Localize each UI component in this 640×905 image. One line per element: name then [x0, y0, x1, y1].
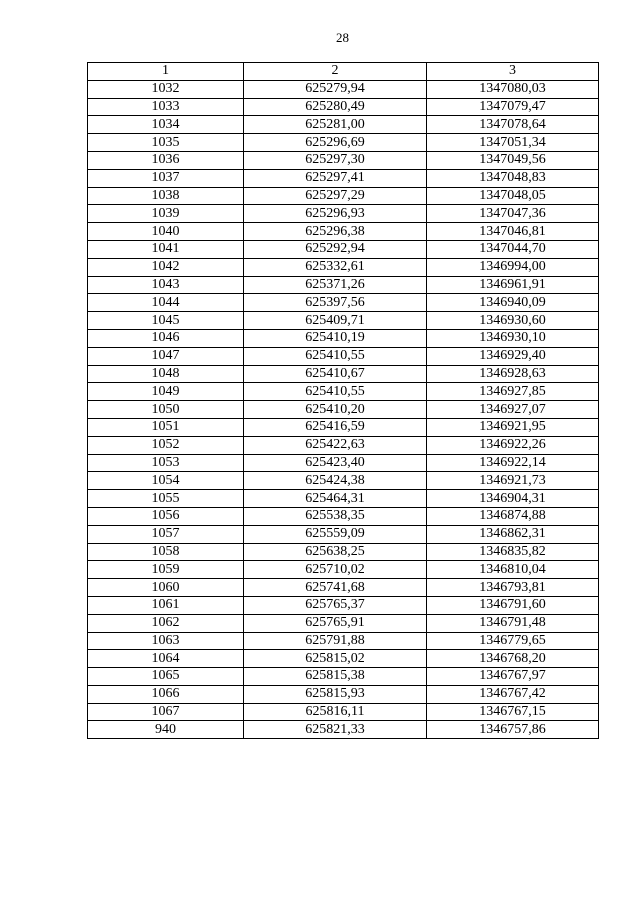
- point-number-cell: 1033: [88, 98, 244, 116]
- table-row: [88, 329, 599, 347]
- x-coordinate-cell: 625422,63: [244, 436, 427, 454]
- coordinates-table: [87, 62, 599, 739]
- y-coordinate-cell: 1346810,04: [427, 561, 599, 579]
- table-row: [88, 116, 599, 134]
- y-coordinate-cell: 1346904,31: [427, 490, 599, 508]
- table-row: [88, 418, 599, 436]
- y-coordinate-cell: 1347049,56: [427, 151, 599, 169]
- point-number-cell: 1054: [88, 472, 244, 490]
- y-coordinate-cell: 1346767,97: [427, 668, 599, 686]
- x-coordinate-cell: 625296,69: [244, 134, 427, 152]
- y-coordinate-cell: 1346757,86: [427, 721, 599, 739]
- point-number-cell: 1065: [88, 668, 244, 686]
- point-number-cell: 1044: [88, 294, 244, 312]
- point-number-cell: 1042: [88, 258, 244, 276]
- table-row: [88, 276, 599, 294]
- x-coordinate-cell: 625296,38: [244, 223, 427, 241]
- header-cell-col3: 3: [427, 63, 599, 81]
- table-row: [88, 703, 599, 721]
- x-coordinate-cell: 625410,55: [244, 383, 427, 401]
- y-coordinate-cell: 1347046,81: [427, 223, 599, 241]
- table-row: [88, 525, 599, 543]
- header-cell-col1: 1: [88, 63, 244, 81]
- x-coordinate-cell: 625280,49: [244, 98, 427, 116]
- y-coordinate-cell: 1346929,40: [427, 347, 599, 365]
- y-coordinate-cell: 1346927,85: [427, 383, 599, 401]
- x-coordinate-cell: 625538,35: [244, 507, 427, 525]
- x-coordinate-cell: 625410,20: [244, 401, 427, 419]
- table-row: [88, 650, 599, 668]
- point-number-cell: 1043: [88, 276, 244, 294]
- y-coordinate-cell: 1346930,60: [427, 312, 599, 330]
- y-coordinate-cell: 1347044,70: [427, 240, 599, 258]
- table-row: [88, 98, 599, 116]
- y-coordinate-cell: 1347051,34: [427, 134, 599, 152]
- table-row: [88, 579, 599, 597]
- table-body: [88, 63, 599, 739]
- x-coordinate-cell: 625815,38: [244, 668, 427, 686]
- y-coordinate-cell: 1346779,65: [427, 632, 599, 650]
- y-coordinate-cell: 1346922,14: [427, 454, 599, 472]
- x-coordinate-cell: 625710,02: [244, 561, 427, 579]
- point-number-cell: 1032: [88, 80, 244, 98]
- x-coordinate-cell: 625765,91: [244, 614, 427, 632]
- table-row: [88, 383, 599, 401]
- table-row: [88, 80, 599, 98]
- x-coordinate-cell: 625424,38: [244, 472, 427, 490]
- table-row: [88, 294, 599, 312]
- x-coordinate-cell: 625464,31: [244, 490, 427, 508]
- table-row: [88, 436, 599, 454]
- x-coordinate-cell: 625410,19: [244, 329, 427, 347]
- x-coordinate-cell: 625297,30: [244, 151, 427, 169]
- y-coordinate-cell: 1347078,64: [427, 116, 599, 134]
- point-number-cell: 1059: [88, 561, 244, 579]
- x-coordinate-cell: 625332,61: [244, 258, 427, 276]
- table-row: [88, 240, 599, 258]
- x-coordinate-cell: 625410,67: [244, 365, 427, 383]
- x-coordinate-cell: 625638,25: [244, 543, 427, 561]
- table-row: [88, 685, 599, 703]
- point-number-cell: 1047: [88, 347, 244, 365]
- point-number-cell: 1037: [88, 169, 244, 187]
- point-number-cell: 1049: [88, 383, 244, 401]
- point-number-cell: 1052: [88, 436, 244, 454]
- point-number-cell: 1066: [88, 685, 244, 703]
- header-cell-col2: 2: [244, 63, 427, 81]
- x-coordinate-cell: 625409,71: [244, 312, 427, 330]
- y-coordinate-cell: 1346994,00: [427, 258, 599, 276]
- table-row: [88, 134, 599, 152]
- table-row: [88, 258, 599, 276]
- x-coordinate-cell: 625765,37: [244, 596, 427, 614]
- y-coordinate-cell: 1346862,31: [427, 525, 599, 543]
- point-number-cell: 940: [88, 721, 244, 739]
- x-coordinate-cell: 625297,41: [244, 169, 427, 187]
- x-coordinate-cell: 625371,26: [244, 276, 427, 294]
- point-number-cell: 1041: [88, 240, 244, 258]
- page-number: 28: [336, 30, 349, 45]
- y-coordinate-cell: 1346793,81: [427, 579, 599, 597]
- y-coordinate-cell: 1346921,73: [427, 472, 599, 490]
- table-row: [88, 632, 599, 650]
- point-number-cell: 1045: [88, 312, 244, 330]
- y-coordinate-cell: 1347079,47: [427, 98, 599, 116]
- y-coordinate-cell: 1346768,20: [427, 650, 599, 668]
- table-row: [88, 312, 599, 330]
- point-number-cell: 1062: [88, 614, 244, 632]
- x-coordinate-cell: 625410,55: [244, 347, 427, 365]
- x-coordinate-cell: 625296,93: [244, 205, 427, 223]
- x-coordinate-cell: 625423,40: [244, 454, 427, 472]
- y-coordinate-cell: 1347048,83: [427, 169, 599, 187]
- y-coordinate-cell: 1346940,09: [427, 294, 599, 312]
- x-coordinate-cell: 625815,93: [244, 685, 427, 703]
- y-coordinate-cell: 1347048,05: [427, 187, 599, 205]
- table-row: [88, 454, 599, 472]
- point-number-cell: 1040: [88, 223, 244, 241]
- point-number-cell: 1064: [88, 650, 244, 668]
- table-row: [88, 347, 599, 365]
- table-row: [88, 543, 599, 561]
- x-coordinate-cell: 625297,29: [244, 187, 427, 205]
- point-number-cell: 1060: [88, 579, 244, 597]
- point-number-cell: 1063: [88, 632, 244, 650]
- point-number-cell: 1058: [88, 543, 244, 561]
- table-row: [88, 668, 599, 686]
- point-number-cell: 1039: [88, 205, 244, 223]
- table-row: [88, 223, 599, 241]
- table-row: [88, 596, 599, 614]
- x-coordinate-cell: 625821,33: [244, 721, 427, 739]
- point-number-cell: 1036: [88, 151, 244, 169]
- x-coordinate-cell: 625279,94: [244, 80, 427, 98]
- y-coordinate-cell: 1346930,10: [427, 329, 599, 347]
- x-coordinate-cell: 625741,68: [244, 579, 427, 597]
- table-row: [88, 490, 599, 508]
- table-row: [88, 169, 599, 187]
- point-number-cell: 1053: [88, 454, 244, 472]
- table-row: [88, 507, 599, 525]
- point-number-cell: 1067: [88, 703, 244, 721]
- x-coordinate-cell: 625559,09: [244, 525, 427, 543]
- y-coordinate-cell: 1347047,36: [427, 205, 599, 223]
- y-coordinate-cell: 1346928,63: [427, 365, 599, 383]
- point-number-cell: 1056: [88, 507, 244, 525]
- x-coordinate-cell: 625292,94: [244, 240, 427, 258]
- table-row: [88, 401, 599, 419]
- point-number-cell: 1050: [88, 401, 244, 419]
- table-row: [88, 561, 599, 579]
- y-coordinate-cell: 1346835,82: [427, 543, 599, 561]
- x-coordinate-cell: 625397,56: [244, 294, 427, 312]
- x-coordinate-cell: 625815,02: [244, 650, 427, 668]
- table-header-row: [88, 63, 599, 81]
- point-number-cell: 1057: [88, 525, 244, 543]
- table-row: [88, 151, 599, 169]
- table-row: [88, 187, 599, 205]
- y-coordinate-cell: 1347080,03: [427, 80, 599, 98]
- x-coordinate-cell: 625281,00: [244, 116, 427, 134]
- y-coordinate-cell: 1346767,42: [427, 685, 599, 703]
- x-coordinate-cell: 625816,11: [244, 703, 427, 721]
- table-row: [88, 205, 599, 223]
- table-row: [88, 721, 599, 739]
- y-coordinate-cell: 1346927,07: [427, 401, 599, 419]
- y-coordinate-cell: 1346961,91: [427, 276, 599, 294]
- y-coordinate-cell: 1346767,15: [427, 703, 599, 721]
- point-number-cell: 1034: [88, 116, 244, 134]
- point-number-cell: 1055: [88, 490, 244, 508]
- y-coordinate-cell: 1346922,26: [427, 436, 599, 454]
- point-number-cell: 1051: [88, 418, 244, 436]
- y-coordinate-cell: 1346874,88: [427, 507, 599, 525]
- y-coordinate-cell: 1346921,95: [427, 418, 599, 436]
- point-number-cell: 1048: [88, 365, 244, 383]
- y-coordinate-cell: 1346791,60: [427, 596, 599, 614]
- y-coordinate-cell: 1346791,48: [427, 614, 599, 632]
- table-row: [88, 365, 599, 383]
- point-number-cell: 1061: [88, 596, 244, 614]
- point-number-cell: 1038: [88, 187, 244, 205]
- x-coordinate-cell: 625791,88: [244, 632, 427, 650]
- point-number-cell: 1035: [88, 134, 244, 152]
- x-coordinate-cell: 625416,59: [244, 418, 427, 436]
- table-row: [88, 472, 599, 490]
- table-row: [88, 614, 599, 632]
- point-number-cell: 1046: [88, 329, 244, 347]
